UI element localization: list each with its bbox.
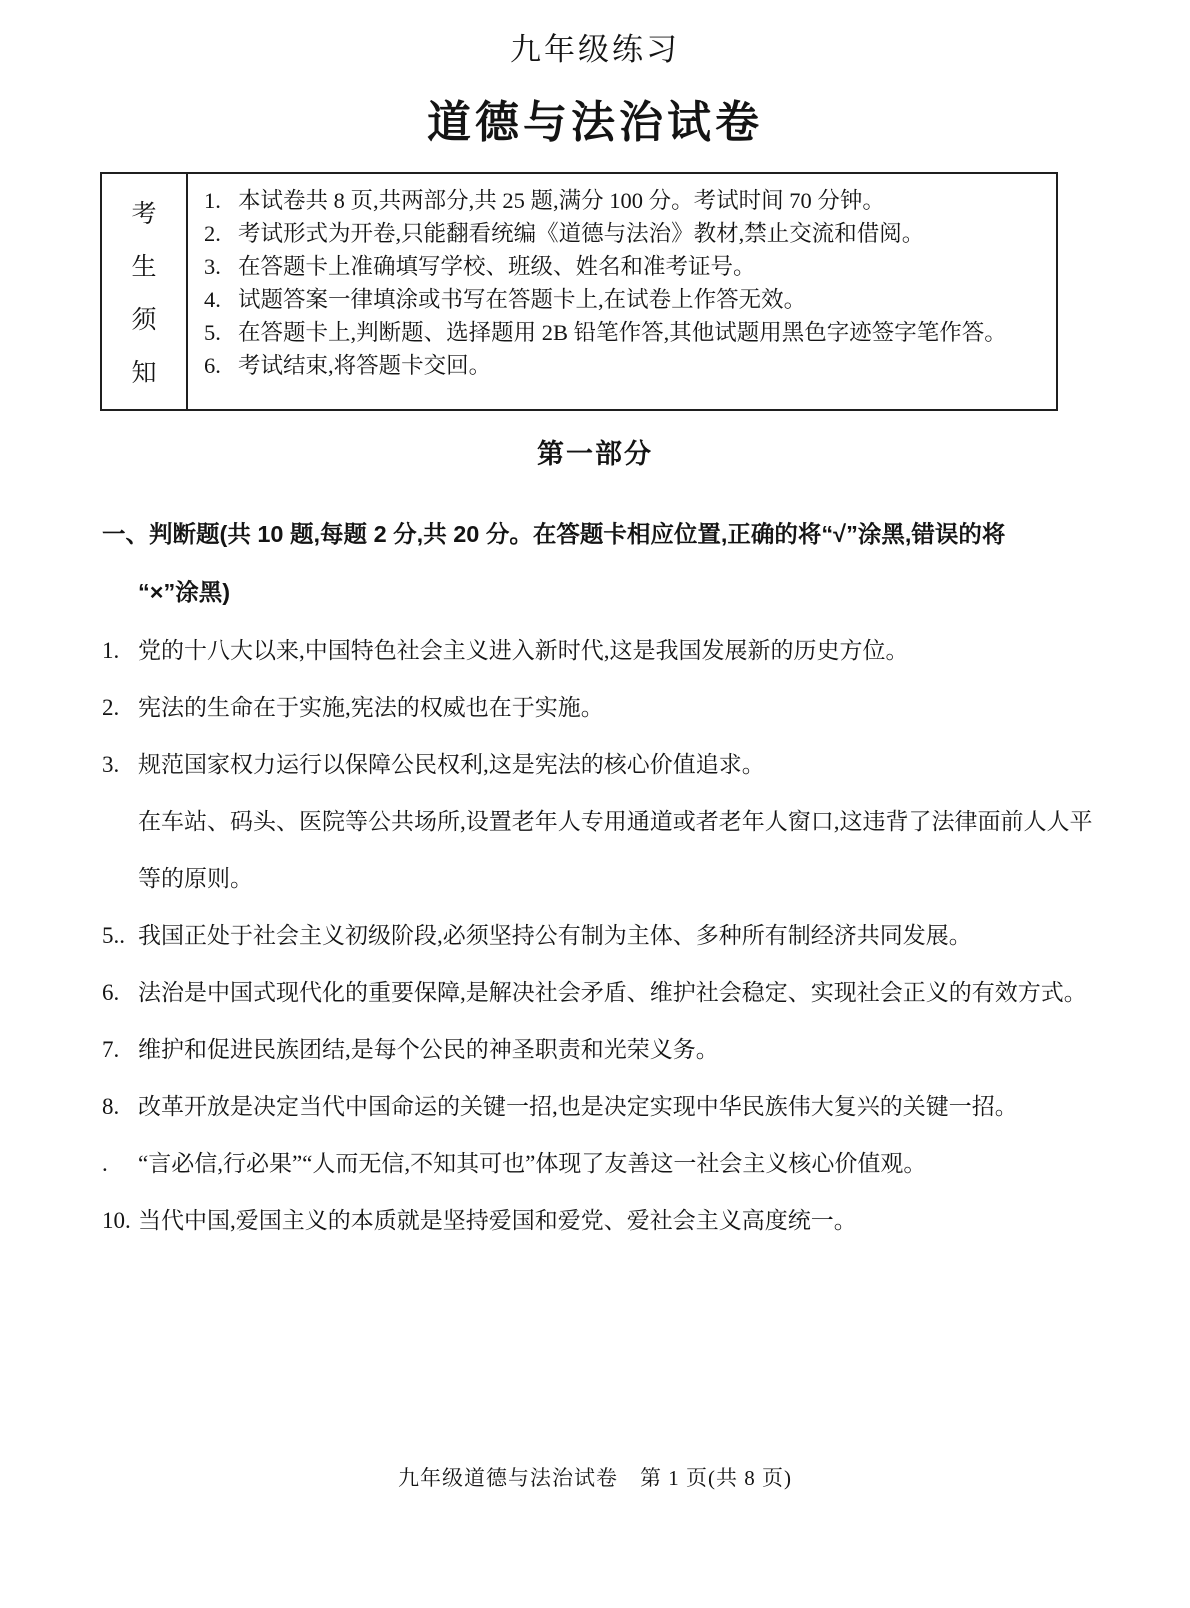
question-list bbox=[102, 622, 1106, 1249]
question-number: 3. bbox=[102, 752, 120, 777]
question-text: 在车站、码头、医院等公共场所,设置老年人专用通道或者老年人窗口,这违背了法律面前人人平等的原则。 bbox=[138, 809, 1093, 891]
part1-heading: 第一部分 bbox=[537, 439, 653, 469]
question-number: 7. bbox=[102, 1037, 120, 1062]
question-item-7 bbox=[102, 1021, 1106, 1078]
question-item-1 bbox=[102, 622, 1106, 679]
question-number: 6. bbox=[102, 980, 120, 1005]
notice-item bbox=[204, 316, 1050, 349]
notice-item-number: 4. bbox=[204, 287, 221, 312]
section1-title bbox=[102, 505, 1104, 621]
question-text: 改革开放是决定当代中国命运的关键一招,也是决定实现中华民族伟大复兴的关键一招。 bbox=[138, 1094, 1018, 1119]
question-number bbox=[102, 793, 138, 907]
question-text: 当代中国,爱国主义的本质就是坚持爱国和爱党、爱社会主义高度统一。 bbox=[138, 1208, 857, 1233]
notice-item-number: 3. bbox=[204, 254, 221, 279]
notice-item-number: 2. bbox=[204, 221, 221, 246]
page-footer: 九年级道德与法治试卷 第 1 页(共 8 页) bbox=[398, 1466, 792, 1490]
question-item-6 bbox=[102, 964, 1106, 1021]
question-item-8 bbox=[102, 1078, 1106, 1135]
candidate-notice-box bbox=[100, 172, 1058, 411]
question-number: 10. bbox=[102, 1208, 131, 1233]
notice-side-label bbox=[102, 174, 188, 409]
notice-item bbox=[204, 250, 1050, 283]
question-text: 党的十八大以来,中国特色社会主义进入新时代,这是我国发展新的历史方位。 bbox=[138, 638, 909, 663]
question-number: 8. bbox=[102, 1094, 120, 1119]
question-item-2 bbox=[102, 679, 1106, 736]
notice-item-text: 在答题卡上,判断题、选择题用 2B 铅笔作答,其他试题用黑色字迹签字笔作答。 bbox=[238, 320, 1007, 345]
notice-item bbox=[204, 349, 1050, 382]
question-text: 法治是中国式现代化的重要保障,是解决社会矛盾、维护社会稳定、实现社会正义的有效方式。 bbox=[138, 980, 1087, 1005]
question-text: “言必信,行必果”“人而无信,不知其可也”体现了友善这一社会主义核心价值观。 bbox=[138, 1151, 927, 1176]
notice-side-char: 知 bbox=[131, 360, 157, 387]
notice-side-char: 须 bbox=[131, 307, 157, 334]
question-number: 2. bbox=[102, 695, 120, 720]
notice-item bbox=[204, 283, 1050, 316]
question-number: 1. bbox=[102, 638, 120, 663]
notice-item-number: 6. bbox=[204, 353, 221, 378]
question-text: 维护和促进民族团结,是每个公民的神圣职责和光荣义务。 bbox=[138, 1037, 719, 1062]
page-title: 道德与法治试卷 bbox=[427, 98, 763, 147]
notice-side-char: 生 bbox=[131, 254, 157, 281]
question-text: 宪法的生命在于实施,宪法的权威也在于实施。 bbox=[138, 695, 604, 720]
question-item-4 bbox=[102, 793, 1106, 907]
section1-title-line1: 一、判断题(共 10 题,每题 2 分,共 20 分。在答题卡相应位置,正确的将“√”涂黑,错误的将 bbox=[102, 521, 1006, 547]
section1-title-line2: “×”涂黑) bbox=[138, 579, 231, 605]
notice-item bbox=[204, 217, 1050, 250]
notice-item-text: 考试形式为开卷,只能翻看统编《道德与法治》教材,禁止交流和借阅。 bbox=[238, 221, 925, 246]
notice-item-number: 5. bbox=[204, 320, 221, 345]
question-item-9 bbox=[102, 1135, 1106, 1192]
exam-header-title: 九年级练习 bbox=[510, 32, 680, 67]
notice-item-text: 在答题卡上准确填写学校、班级、姓名和准考证号。 bbox=[238, 254, 756, 279]
notice-item-text: 考试结束,将答题卡交回。 bbox=[238, 353, 492, 378]
notice-side-char: 考 bbox=[131, 201, 157, 228]
notice-item-number: 1. bbox=[204, 188, 221, 213]
notice-item-text: 试题答案一律填涂或书写在答题卡上,在试卷上作答无效。 bbox=[238, 287, 807, 312]
question-item-5 bbox=[102, 907, 1106, 964]
question-number: 5.. bbox=[102, 923, 125, 948]
notice-item-text: 本试卷共 8 页,共两部分,共 25 题,满分 100 分。考试时间 70 分钟。 bbox=[238, 188, 885, 213]
notice-item bbox=[204, 184, 1050, 217]
question-text: 规范国家权力运行以保障公民权利,这是宪法的核心价值追求。 bbox=[138, 752, 765, 777]
question-item-10 bbox=[102, 1192, 1106, 1249]
question-number: . bbox=[102, 1151, 108, 1176]
notice-item-list bbox=[188, 174, 1056, 409]
question-item-3 bbox=[102, 736, 1106, 793]
question-text: 我国正处于社会主义初级阶段,必须坚持公有制为主体、多种所有制经济共同发展。 bbox=[138, 923, 972, 948]
